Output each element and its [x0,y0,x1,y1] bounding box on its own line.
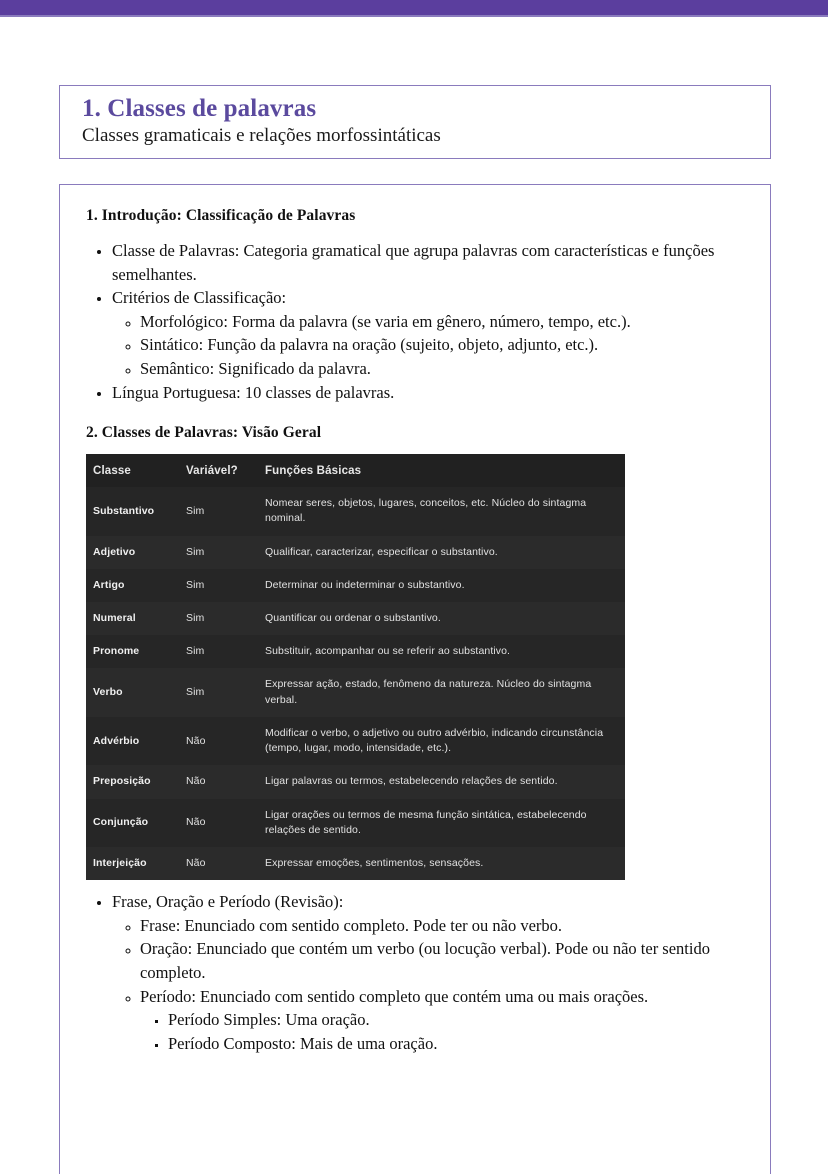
table-row [86,668,625,716]
word-classes-table [86,454,625,880]
cell-funcoes: Modificar o verbo, o adjetivo ou outro advérbio, indicando circunstância (tempo, lugar, modo, intensidade, etc.). [265,726,604,755]
cell-classe: Substantivo [93,504,155,517]
list-item: ▪ Período Simples: Uma oração. [168,1008,744,1032]
column-header-classe: Classe [86,454,180,487]
cell-classe: Advérbio [93,734,140,747]
list-item: ◦ Frase: Enunciado com sentido completo. Pode ter ou não verbo. [140,914,744,938]
cell-classe: Pronome [93,645,140,658]
list-item [112,890,744,1055]
column-header-variavel: Variável? [180,454,259,487]
list-item: ◦ Semântico: Significado da palavra. [140,357,744,381]
revision-bullet-list [86,890,744,1055]
table-header-row [86,454,625,487]
list-item [112,286,744,380]
cell-classe: Verbo [93,686,123,699]
list-item: • Língua Portuguesa: 10 classes de palavras. [112,381,744,405]
cell-variavel: Sim [186,545,205,558]
page-title: 1. Classes de palavras [82,95,317,122]
list-item: ◦ Sintático: Função da palavra na oração (sujeito, objeto, adjunto, etc.). [140,333,744,357]
list-item: • Classe de Palavras: Categoria gramatical que agrupa palavras com características e funções semelhantes. [112,239,744,286]
cell-variavel: Sim [186,686,205,699]
cell-funcoes: Qualificar, caracterizar, especificar o substantivo. [265,545,498,558]
cell-variavel: Não [186,816,206,829]
table-row [86,717,625,765]
period-types-sublist [140,1008,744,1055]
cell-funcoes: Substituir, acompanhar ou se referir ao substantivo. [265,645,511,658]
cell-funcoes: Expressar ação, estado, fenômeno da natureza. Núcleo do sintagma verbal. [265,678,592,706]
table-row [86,635,625,668]
table-row [86,799,625,847]
cell-funcoes: Nomear seres, objetos, lugares, conceitos, etc. Núcleo do sintagma nominal. [265,497,587,525]
cell-funcoes: Expressar emoções, sentimentos, sensações. [265,857,484,869]
cell-variavel: Não [186,775,206,788]
table-row [86,487,625,535]
table-row [86,569,625,602]
table-row [86,602,625,635]
cell-classe: Interjeição [93,857,147,869]
intro-bullet-list [86,239,744,404]
list-item-label: Frase, Oração e Período (Revisão): [112,892,344,912]
table-row [86,765,625,798]
list-item: ▪ Período Composto: Mais de uma oração. [168,1032,744,1056]
list-item: ◦ Oração: Enunciado que contém um verbo (ou locução verbal). Pode ou não ter sentido completo. [140,937,744,984]
cell-classe: Preposição [93,775,151,788]
cell-variavel: Sim [186,645,205,658]
cell-variavel: Não [186,857,206,869]
cell-classe: Conjunção [93,816,149,829]
document-page [0,17,828,1171]
top-accent-bar [0,0,828,15]
column-header-funcoes: Funções Básicas [259,454,625,487]
list-item [140,985,744,1056]
cell-funcoes: Ligar palavras ou termos, estabelecendo relações de sentido. [265,775,558,788]
table-row [86,536,625,569]
list-item-label: Critérios de Classificação: [112,288,287,308]
cell-classe: Adjetivo [93,545,136,558]
cell-funcoes: Ligar orações ou termos de mesma função sintática, estabelecendo relações de sentido. [265,808,587,836]
cell-variavel: Sim [186,612,205,625]
content-card [59,184,771,1174]
cell-variavel: Não [186,734,206,747]
cell-funcoes: Determinar ou indeterminar o substantivo. [265,578,465,591]
cell-variavel: Sim [186,578,205,591]
section-heading-intro: 1. Introdução: Classificação de Palavras [86,207,356,224]
cell-classe: Numeral [93,612,136,625]
cell-classe: Artigo [93,578,125,591]
revision-sublist [112,914,744,1056]
criteria-sublist [112,310,744,381]
list-item-label: Período: Enunciado com sentido completo que contém uma ou mais orações. [140,986,649,1006]
page-subtitle: Classes gramaticais e relações morfossintáticas [82,125,441,146]
cell-funcoes: Quantificar ou ordenar o substantivo. [265,612,441,625]
title-card [59,85,771,159]
word-classes-table-wrapper [86,454,625,880]
list-item: ◦ Morfológico: Forma da palavra (se varia em gênero, número, tempo, etc.). [140,310,744,334]
cell-variavel: Sim [186,504,205,517]
table-row [86,847,625,880]
section-heading-overview: 2. Classes de Palavras: Visão Geral [86,424,322,442]
